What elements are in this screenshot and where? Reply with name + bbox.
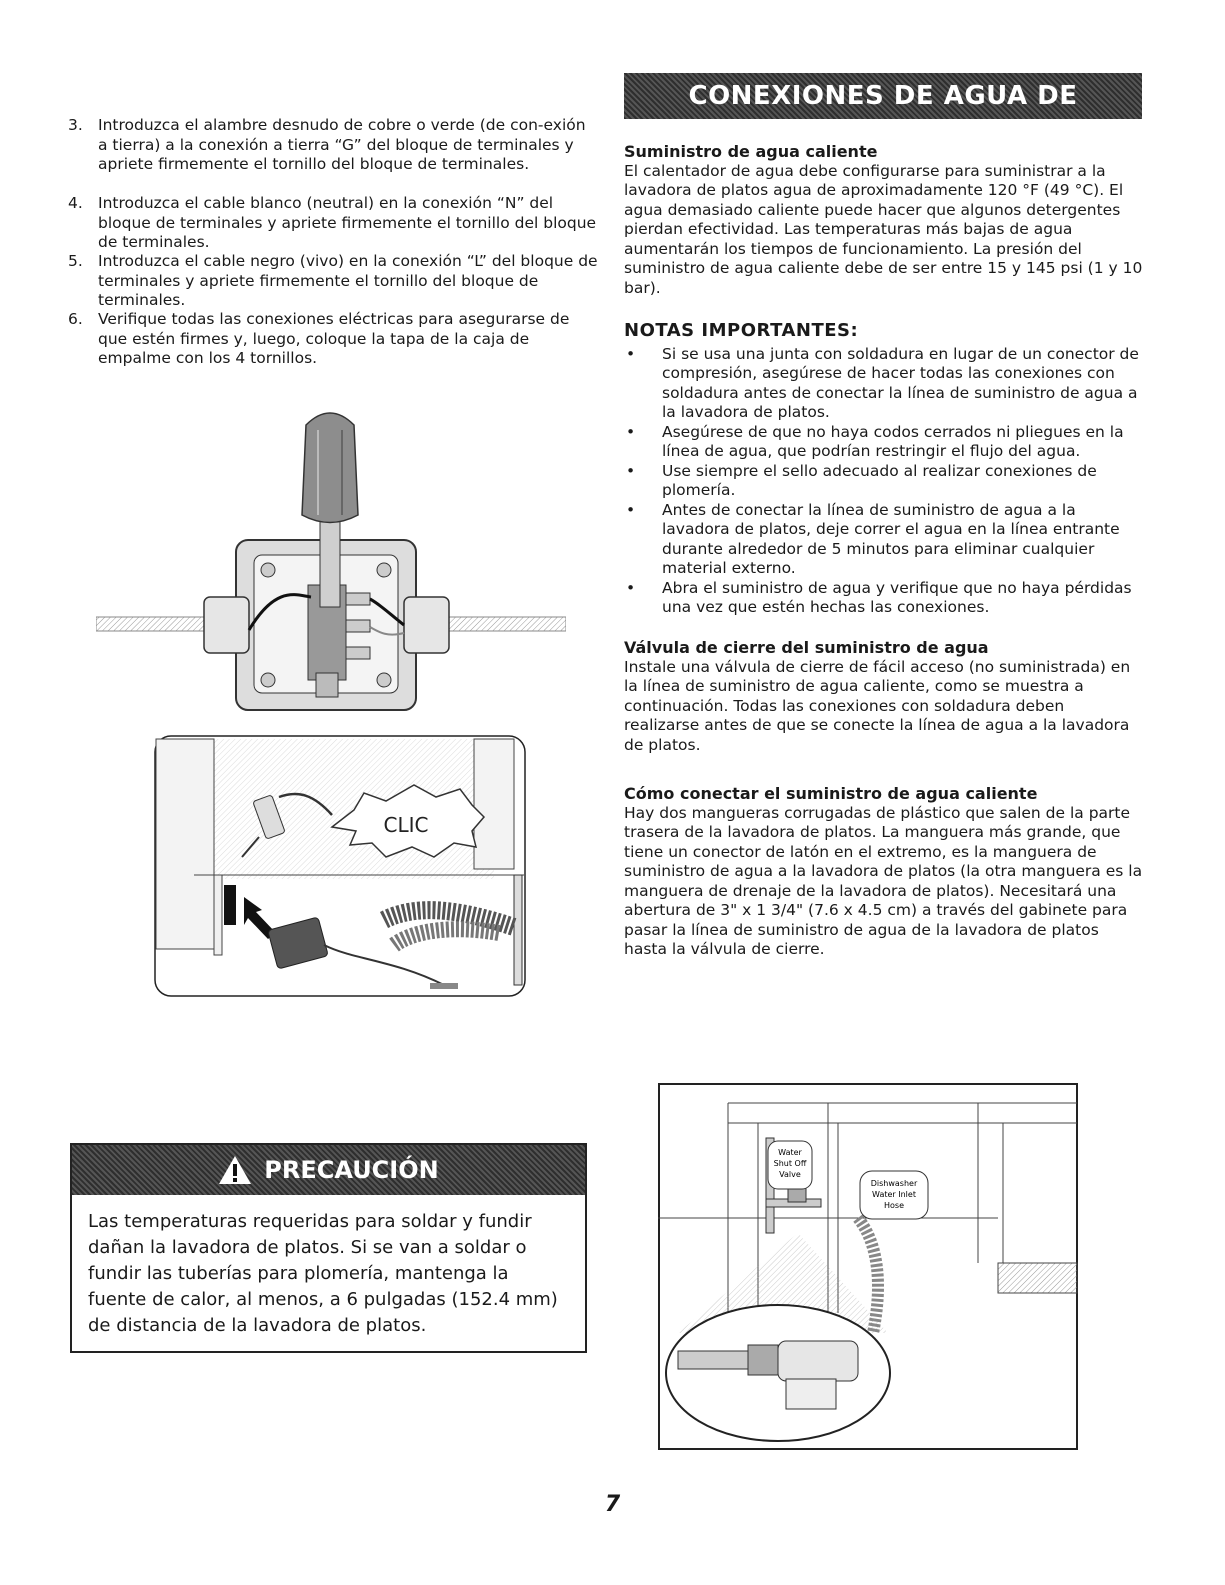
hose-label-3: Hose: [884, 1201, 904, 1210]
step-3: [68, 116, 598, 194]
notes-heading: NOTAS IMPORTANTES:: [624, 320, 859, 341]
connect-heading: Cómo conectar el suministro de agua caliente: [624, 784, 1038, 803]
connect-text: Hay dos mangueras corrugadas de plástico que salen de la parte trasera de la lavadora de platos. La manguera más grande, que tiene un conector de latón en el extremo, es la manguera de suministro de agua a la lavadora de platos (la otra manguera es la manguera de drenaje de la lavadora de platos). Necesitará una abertura de 3" x 1 3/4" (7.6 x 4.5 cm) a través del gabinete para pasar la línea de suministro de agua de la lavadora de platos hasta la válvula de cierre.: [624, 803, 1143, 958]
note-item: • Antes de conectar la línea de suministro de agua a la lavadora de platos, deje correr el agua en la línea entrante durante alrededor de 5 minutos para eliminar cualquier material externo.: [626, 500, 1120, 577]
step-number: 3.: [68, 116, 83, 134]
warning-icon: [218, 1155, 252, 1185]
hot-water-section: [624, 142, 1144, 298]
hose-label-2: Water Inlet: [872, 1190, 916, 1199]
note-item: • Asegúrese de que no haya codos cerrados ni pliegues en la línea de agua, que podrían restringir el flujo del agua.: [626, 422, 1124, 460]
notes-section: [624, 321, 1144, 618]
page-number: 7: [604, 1492, 621, 1517]
valve-label-3: Valve: [779, 1170, 801, 1179]
valve-label-2: Shut Off: [773, 1159, 807, 1168]
hose-label-1: Dishwasher: [870, 1179, 918, 1188]
step-5: [68, 252, 598, 310]
note-item: • Si se usa una junta con soldadura en lugar de un conector de compresión, asegúrese de hacer todas las conexiones con soldadura antes de conectar la línea de suministro de agua a la lavadora de platos.: [626, 344, 1139, 421]
step-number: 5.: [68, 252, 83, 270]
step-text: Introduzca el cable blanco (neutral) en la conexión “N” del bloque de terminales y apriete firmemente el tornillo del bloque de terminales.: [98, 194, 597, 251]
section-banner-title: CONEXIONES DE AGUA DE ENTRADA: [688, 81, 1078, 157]
caution-title: PRECAUCIÓN: [264, 1156, 439, 1184]
step-text: Introduzca el alambre desnudo de cobre o verde (de con-exión a tierra) a la conexión a tierra “G” del bloque de terminales y apriete firmemente el tornillo del bloque de terminales.: [98, 116, 586, 173]
step-6: [68, 310, 598, 369]
step-4: [68, 194, 598, 252]
valve-section: [624, 638, 1144, 755]
steps-list: [68, 116, 598, 369]
water-valve-illustration: [658, 1083, 1078, 1450]
clic-illustration: [154, 735, 526, 997]
note-item: • Abra el suministro de agua y verifique que no haya pérdidas una vez que estén hechas las conexiones.: [626, 578, 1132, 616]
note-item: • Use siempre el sello adecuado al realizar conexiones de plomería.: [626, 461, 1097, 499]
caution-header: [72, 1145, 585, 1195]
step-text: Introduzca el cable negro (vivo) en la conexión “L” del bloque de terminales y apriete firmemente el tornillo del bloque de terminales.: [98, 252, 598, 309]
hot-water-heading: Suministro de agua caliente: [624, 142, 878, 161]
step-number: 4.: [68, 194, 83, 212]
step-text: Verifique todas las conexiones eléctricas para asegurarse de que estén firmes y, luego, coloque la tapa de la caja de empalme con los 4 tornillos.: [98, 310, 570, 367]
caution-box: [70, 1143, 587, 1353]
valve-heading: Válvula de cierre del suministro de agua: [624, 638, 989, 657]
step-number: 6.: [68, 310, 83, 328]
caution-text: Las temperaturas requeridas para soldar y fundir dañan la lavadora de platos. Si se van a soldar o fundir las tuberías para plomería, mantenga la fuente de calor, al menos, a 6 pulgadas (152.4 mm) de distancia de la lavadora de platos.: [88, 1211, 558, 1336]
valve-text: Instale una válvula de cierre de fácil acceso (no suministrada) en la línea de suministro de agua caliente, como se muestra a continuación. Todas las conexiones con soldadura deben realizarse antes de que se conecte la línea de agua a la lavadora de platos.: [624, 657, 1131, 754]
valve-label-1: Water: [778, 1148, 802, 1157]
connect-section: [624, 784, 1144, 960]
clic-label: CLIC: [383, 813, 429, 837]
junction-box-illustration: [96, 405, 566, 715]
hot-water-text: El calentador de agua debe configurarse para suministrar a la lavadora de platos agua de aproximadamente 120 °F (49 °C). El agua demasiado caliente puede hacer que algunos detergentes pierdan efectividad. Las temperaturas más bajas de agua aumentarán los tiempos de funcionamiento. La presión del suministro de agua caliente debe de ser entre 15 y 145 psi (1 y 10 bar).: [624, 161, 1143, 297]
